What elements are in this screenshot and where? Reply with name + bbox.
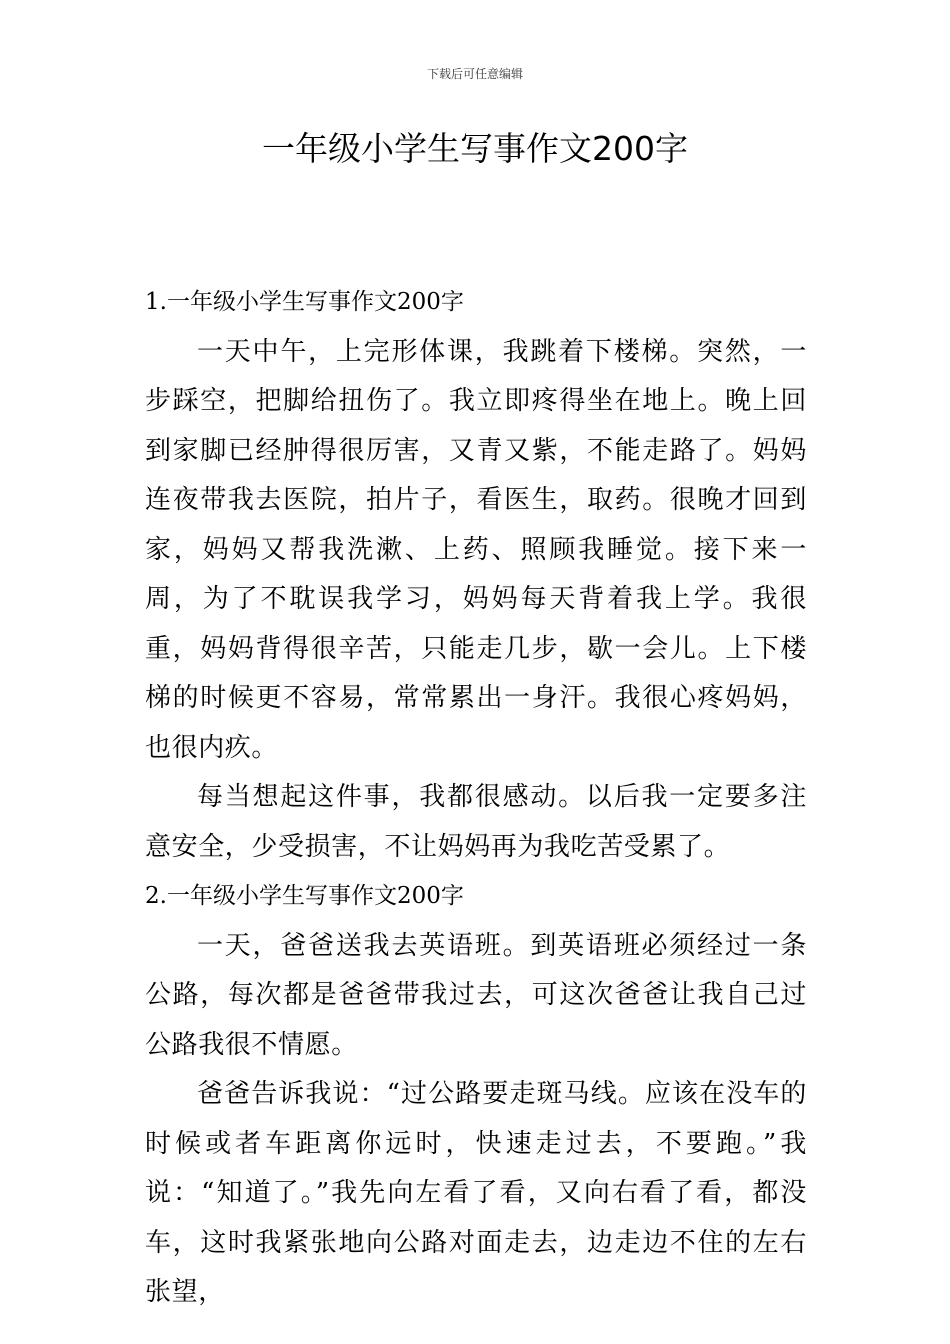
paragraph: 一天中午，上完形体课，我跳着下楼梯。突然，一步踩空，把脚给扭伤了。我立即疼得坐在地上。晚上回到家脚已经肿得很厉害，又青又紫，不能走路了。妈妈连夜带我去医院，拍片子，看医生，取药。很晚才回到家，妈妈又帮我洗漱、上药、照顾我睡觉。接下来一周，为了不耽误我学习，妈妈每天背着我上学。我很重，妈妈背得很辛苦，只能走几步，歇一会儿。上下楼梯的时候更不容易，常常累出一身汗。我很心疼妈妈，也很内疚。 bbox=[145, 336, 807, 763]
section-heading: 2.一年级小学生写事作文200字 bbox=[145, 883, 464, 909]
paragraph: 每当想起这件事，我都很感动。以后我一定要多注意安全，少受损害，不让妈妈再为我吃苦受累了。 bbox=[145, 782, 807, 862]
header-note: 下载后可任意编辑 bbox=[426, 67, 523, 81]
document-title: 一年级小学生写事作文200字 bbox=[262, 129, 688, 168]
section-heading: 1.一年级小学生写事作文200字 bbox=[145, 289, 464, 315]
paragraph: 一天，爸爸送我去英语班。到英语班必须经过一条公路，每次都是爸爸带我过去，可这次爸爸让我自己过公路我很不情愿。 bbox=[145, 930, 807, 1060]
section-2 bbox=[145, 872, 807, 1318]
section-1 bbox=[145, 278, 807, 872]
paragraph: 爸爸告诉我说：“过公路要走斑马线。应该在没车的时候或者车距离你远时，快速走过去，不要跑。”我说：“知道了。”我先向左看了看，又向右看了看，都没车，这时我紧张地向公路对面走去，边走边不住的左右张望， bbox=[145, 1079, 807, 1307]
document-body bbox=[145, 278, 807, 1318]
